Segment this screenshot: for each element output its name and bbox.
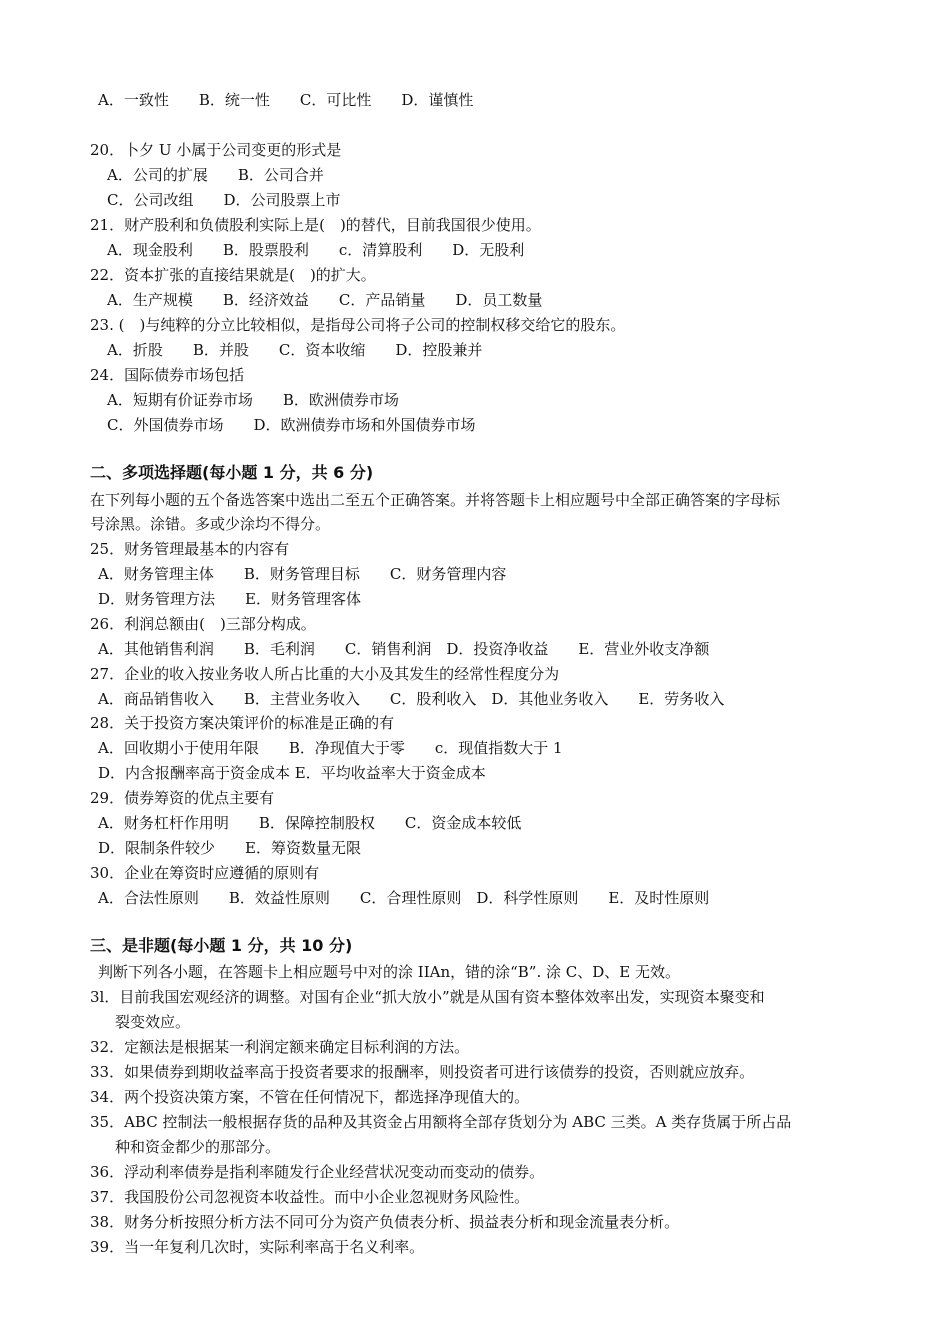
q21-options: A．现金股利 B．股票股利 c．清算股利 D．无股利 (107, 241, 525, 259)
question-28: 28．关于投资方案决策评价的标准是正确的有 (90, 714, 395, 732)
section-2-instructions-1: 在下列每小题的五个备选答案中选出二至五个正确答案。并将答题卡上相应题号中全部正确答案的字母标 (90, 491, 781, 509)
q24-options-2: C．外国债券市场 D．欧洲债券市场和外国债券市场 (107, 416, 476, 434)
section-2-title: 二、多项选择题(每小题 1 分，共 6 分) (90, 463, 374, 482)
section-2-instructions-2: 号涂黑。涂错。多或少涂均不得分。 (90, 515, 331, 533)
q20-options-2: C．公司改组 D．公司股票上市 (107, 191, 341, 209)
q26-options: A．其他销售利润 B．毛利润 C．销售利润 D．投资净收益 E．营业外收支净额 (98, 640, 710, 658)
question-20: 20．卜夕 U 小属于公司变更的形式是 (90, 141, 342, 159)
statement-37: 37．我国股份公司忽视资本收益性。而中小企业忽视财务风险性。 (90, 1188, 530, 1206)
question-25: 25．财务管理最基本的内容有 (90, 540, 290, 558)
question-23: 23. ( )与纯粹的分立比较相似，是指母公司将子公司的控制权移交给它的股东。 (90, 316, 626, 334)
statement-35-cont: 种和资金都少的那部分。 (115, 1138, 281, 1156)
q27-options: A．商品销售收入 B．主营业务收入 C．股利收入 D．其他业务收入 E．劳务收入 (98, 690, 725, 708)
q30-options: A．合法性原则 B．效益性原则 C．合理性原则 D．科学性原则 E．及时性原则 (98, 889, 710, 907)
q25-options-2: D．财务管理方法 E．财务管理客体 (98, 590, 361, 608)
question-22: 22．资本扩张的直接结果就是( )的扩大。 (90, 266, 376, 284)
question-27: 27．企业的收入按业务收人所占比重的大小及其发生的经常性程度分为 (90, 665, 560, 683)
statement-31: 3l．目前我国宏观经济的调整。对国有企业“抓大放小”就是从国有资本整体效率出发，实现资本聚变和 (90, 988, 765, 1006)
statement-34: 34．两个投资决策方案，不管在任何情况下，都选择净现值大的。 (90, 1088, 530, 1106)
q28-options-2: D．内含报酬率高于资金成本 E．平均收益率大于资金成本 (98, 764, 486, 782)
question-21: 21．财产股利和负债股利实际上是( )的替代，目前我国很少使用。 (90, 216, 541, 234)
q29-options-2: D．限制条件较少 E．筹资数量无限 (98, 839, 361, 857)
q22-options: A．生产规模 B．经济效益 C．产品销量 D．员工数量 (107, 291, 543, 309)
statement-33: 33．如果债券到期收益率高于投资者要求的报酬率，则投资者可进行该债券的投资，否则就应放弃。 (90, 1063, 755, 1081)
question-30: 30．企业在筹资时应遵循的原则有 (90, 864, 320, 882)
q25-options-1: A．财务管理主体 B．财务管理目标 C．财务管理内容 (98, 565, 507, 583)
q23-options: A．折股 B．并股 C．资本收缩 D．控股兼并 (107, 341, 483, 359)
statement-31-cont: 裂变效应。 (115, 1013, 191, 1031)
section-3-instructions: 判断下列各小题，在答题卡上相应题号中对的涂 IIAn，错的涂“B”. 涂 C、D、E 无效。 (98, 963, 681, 981)
statement-36: 36．浮动利率债券是指利率随发行企业经营状况变动而变动的债券。 (90, 1163, 545, 1181)
statement-38: 38．财务分析按照分析方法不同可分为资产负债表分析、损益表分析和现金流量表分析。 (90, 1213, 680, 1231)
statement-35: 35．ABC 控制法一般根据存货的品种及其资金占用额将全部存货划分为 ABC 三类。A 类存货属于所占品 (90, 1113, 792, 1131)
question-29: 29．债券筹资的优点主要有 (90, 789, 275, 807)
section-3-title: 三、是非题(每小题 1 分，共 10 分) (90, 936, 353, 955)
question-26: 26．利润总额由( )三部分构成。 (90, 615, 316, 633)
q28-options-1: A．回收期小于使用年限 B．净现值大于零 c．现值指数大于 1 (98, 739, 563, 757)
question-24: 24．国际债券市场包括 (90, 366, 245, 384)
q29-options-1: A．财务杠杆作用明 B．保障控制股权 C．资金成本较低 (98, 814, 522, 832)
q24-options-1: A．短期有价证券市场 B．欧洲债券市场 (107, 391, 399, 409)
statement-39: 39．当一年复利几次时，实际利率高于名义利率。 (90, 1238, 425, 1256)
q19-options: A．一致性 B．统一性 C．可比性 D．谨慎性 (98, 91, 474, 109)
statement-32: 32．定额法是根据某一利润定额来确定目标利润的方法。 (90, 1038, 470, 1056)
q20-options-1: A．公司的扩展 B．公司合并 (107, 166, 324, 184)
